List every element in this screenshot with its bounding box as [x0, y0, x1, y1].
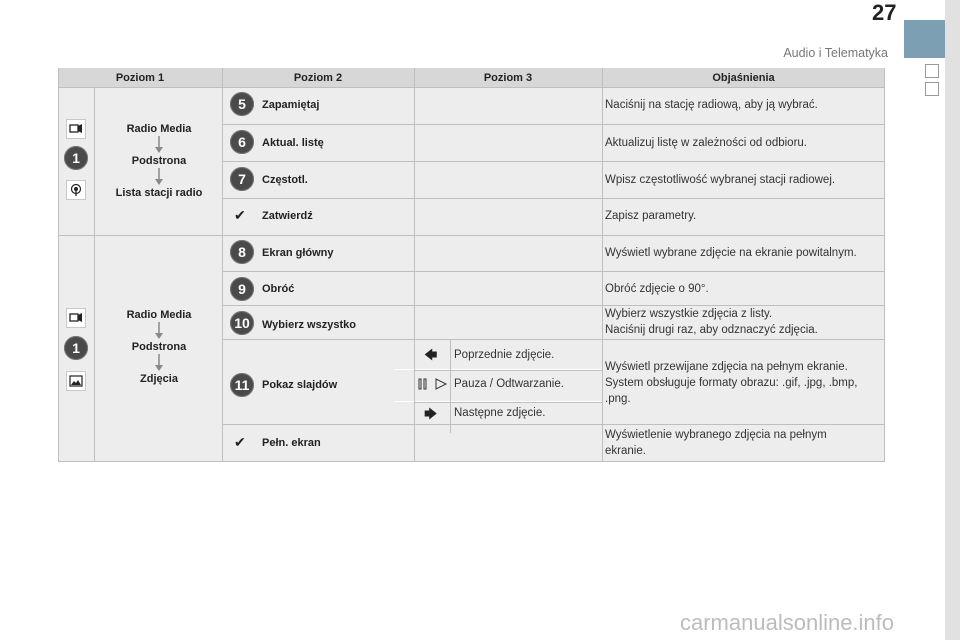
arrow-down-icon — [96, 322, 222, 340]
badge-7: 7 — [230, 167, 254, 191]
checkmark-icon: ✔ — [234, 207, 246, 223]
pause-play-icon — [418, 377, 448, 394]
header-level3: Poziom 3 — [414, 68, 602, 87]
arrow-down-icon — [96, 168, 222, 186]
badge-5: 5 — [230, 92, 254, 116]
explanation: Wpisz częstotliwość wybranej stacji radiowej. — [605, 174, 836, 186]
header-level1: Poziom 1 — [58, 68, 222, 87]
level2-item: Pełn. ekran — [262, 437, 321, 449]
explanation-line: Wybierz wszystkie zdjęcia z listy. — [605, 308, 773, 320]
badge-9: 9 — [230, 277, 254, 301]
arrow-left-icon: 🡄 — [424, 347, 438, 362]
section-title: Audio i Telematyka — [783, 46, 888, 60]
arrow-right-icon: 🡆 — [424, 406, 438, 421]
explanation: Zapisz parametry. — [605, 210, 697, 222]
explanation-line: Wyświetl przewijane zdjęcia na pełnym ekranie. — [605, 361, 848, 373]
explanation — [605, 359, 883, 407]
level2-item: Ekran główny — [262, 247, 334, 259]
level3-item: Pauza / Odtwarzanie. — [454, 378, 564, 390]
header-explanation: Objaśnienia — [602, 68, 885, 87]
badge-6: 6 — [230, 130, 254, 154]
level2-item: Zatwierdź — [262, 210, 313, 222]
explanation — [605, 427, 883, 459]
page-number: 27 — [872, 0, 897, 25]
path-item: Radio Media — [126, 309, 192, 321]
explanation-line: .png. — [605, 393, 631, 405]
badge-1: 1 — [64, 146, 88, 170]
badge-11: 11 — [230, 373, 254, 397]
explanation-line: System obsługuje formaty obrazu: .gif, .jpg, .bmp, — [605, 377, 858, 389]
path-item: Podstrona — [131, 341, 187, 353]
explanation-line: ekranie. — [605, 445, 646, 457]
arrow-down-icon — [96, 136, 222, 154]
path-item: Zdjęcia — [140, 373, 178, 385]
media-icon — [66, 308, 86, 328]
path-item: Radio Media — [126, 123, 192, 135]
checkmark-icon: ✔ — [234, 434, 246, 450]
arrow-down-icon — [96, 354, 222, 372]
badge-10: 10 — [230, 311, 254, 335]
header-level2: Poziom 2 — [222, 68, 414, 87]
level3-item: Następne zdjęcie. — [454, 407, 546, 419]
level2-item: Aktual. listę — [262, 137, 324, 149]
explanation: Obróć zdjęcie o 90°. — [605, 283, 709, 295]
explanation: Aktualizuj listę w zależności od odbioru. — [605, 137, 807, 149]
tab-box-1 — [925, 64, 939, 78]
path-group2 — [96, 308, 222, 386]
level3-item: Poprzednie zdjęcie. — [454, 349, 555, 361]
explanation-line: Wyświetlenie wybranego zdjęcia na pełnym — [605, 429, 827, 441]
path-group1 — [96, 122, 222, 200]
photo-icon — [66, 371, 86, 391]
level2-item: Obróć — [262, 283, 295, 295]
tab-box-2 — [925, 82, 939, 96]
media-icon — [66, 119, 86, 139]
badge-8: 8 — [230, 240, 254, 264]
chapter-tab — [904, 20, 945, 58]
explanation-line: Naciśnij drugi raz, aby odznaczyć zdjęcia. — [605, 324, 818, 336]
level2-item: Wybierz wszystko — [262, 319, 356, 331]
level2-item: Pokaz slajdów — [262, 379, 338, 391]
explanation: Wyświetl wybrane zdjęcie na ekranie powitalnym. — [605, 247, 857, 259]
side-bar — [945, 0, 960, 640]
radio-icon — [66, 180, 86, 200]
path-item: Podstrona — [131, 155, 187, 167]
level2-item: Częstotl. — [262, 174, 308, 186]
badge-1: 1 — [64, 336, 88, 360]
watermark: carmanualsonline.info — [680, 610, 895, 635]
explanation: Naciśnij na stację radiową, aby ją wybrać. — [605, 99, 818, 111]
level2-item: Zapamiętaj — [262, 99, 320, 111]
path-item: Lista stacji radio — [115, 187, 203, 199]
explanation — [605, 306, 883, 338]
menu-table — [58, 68, 885, 462]
